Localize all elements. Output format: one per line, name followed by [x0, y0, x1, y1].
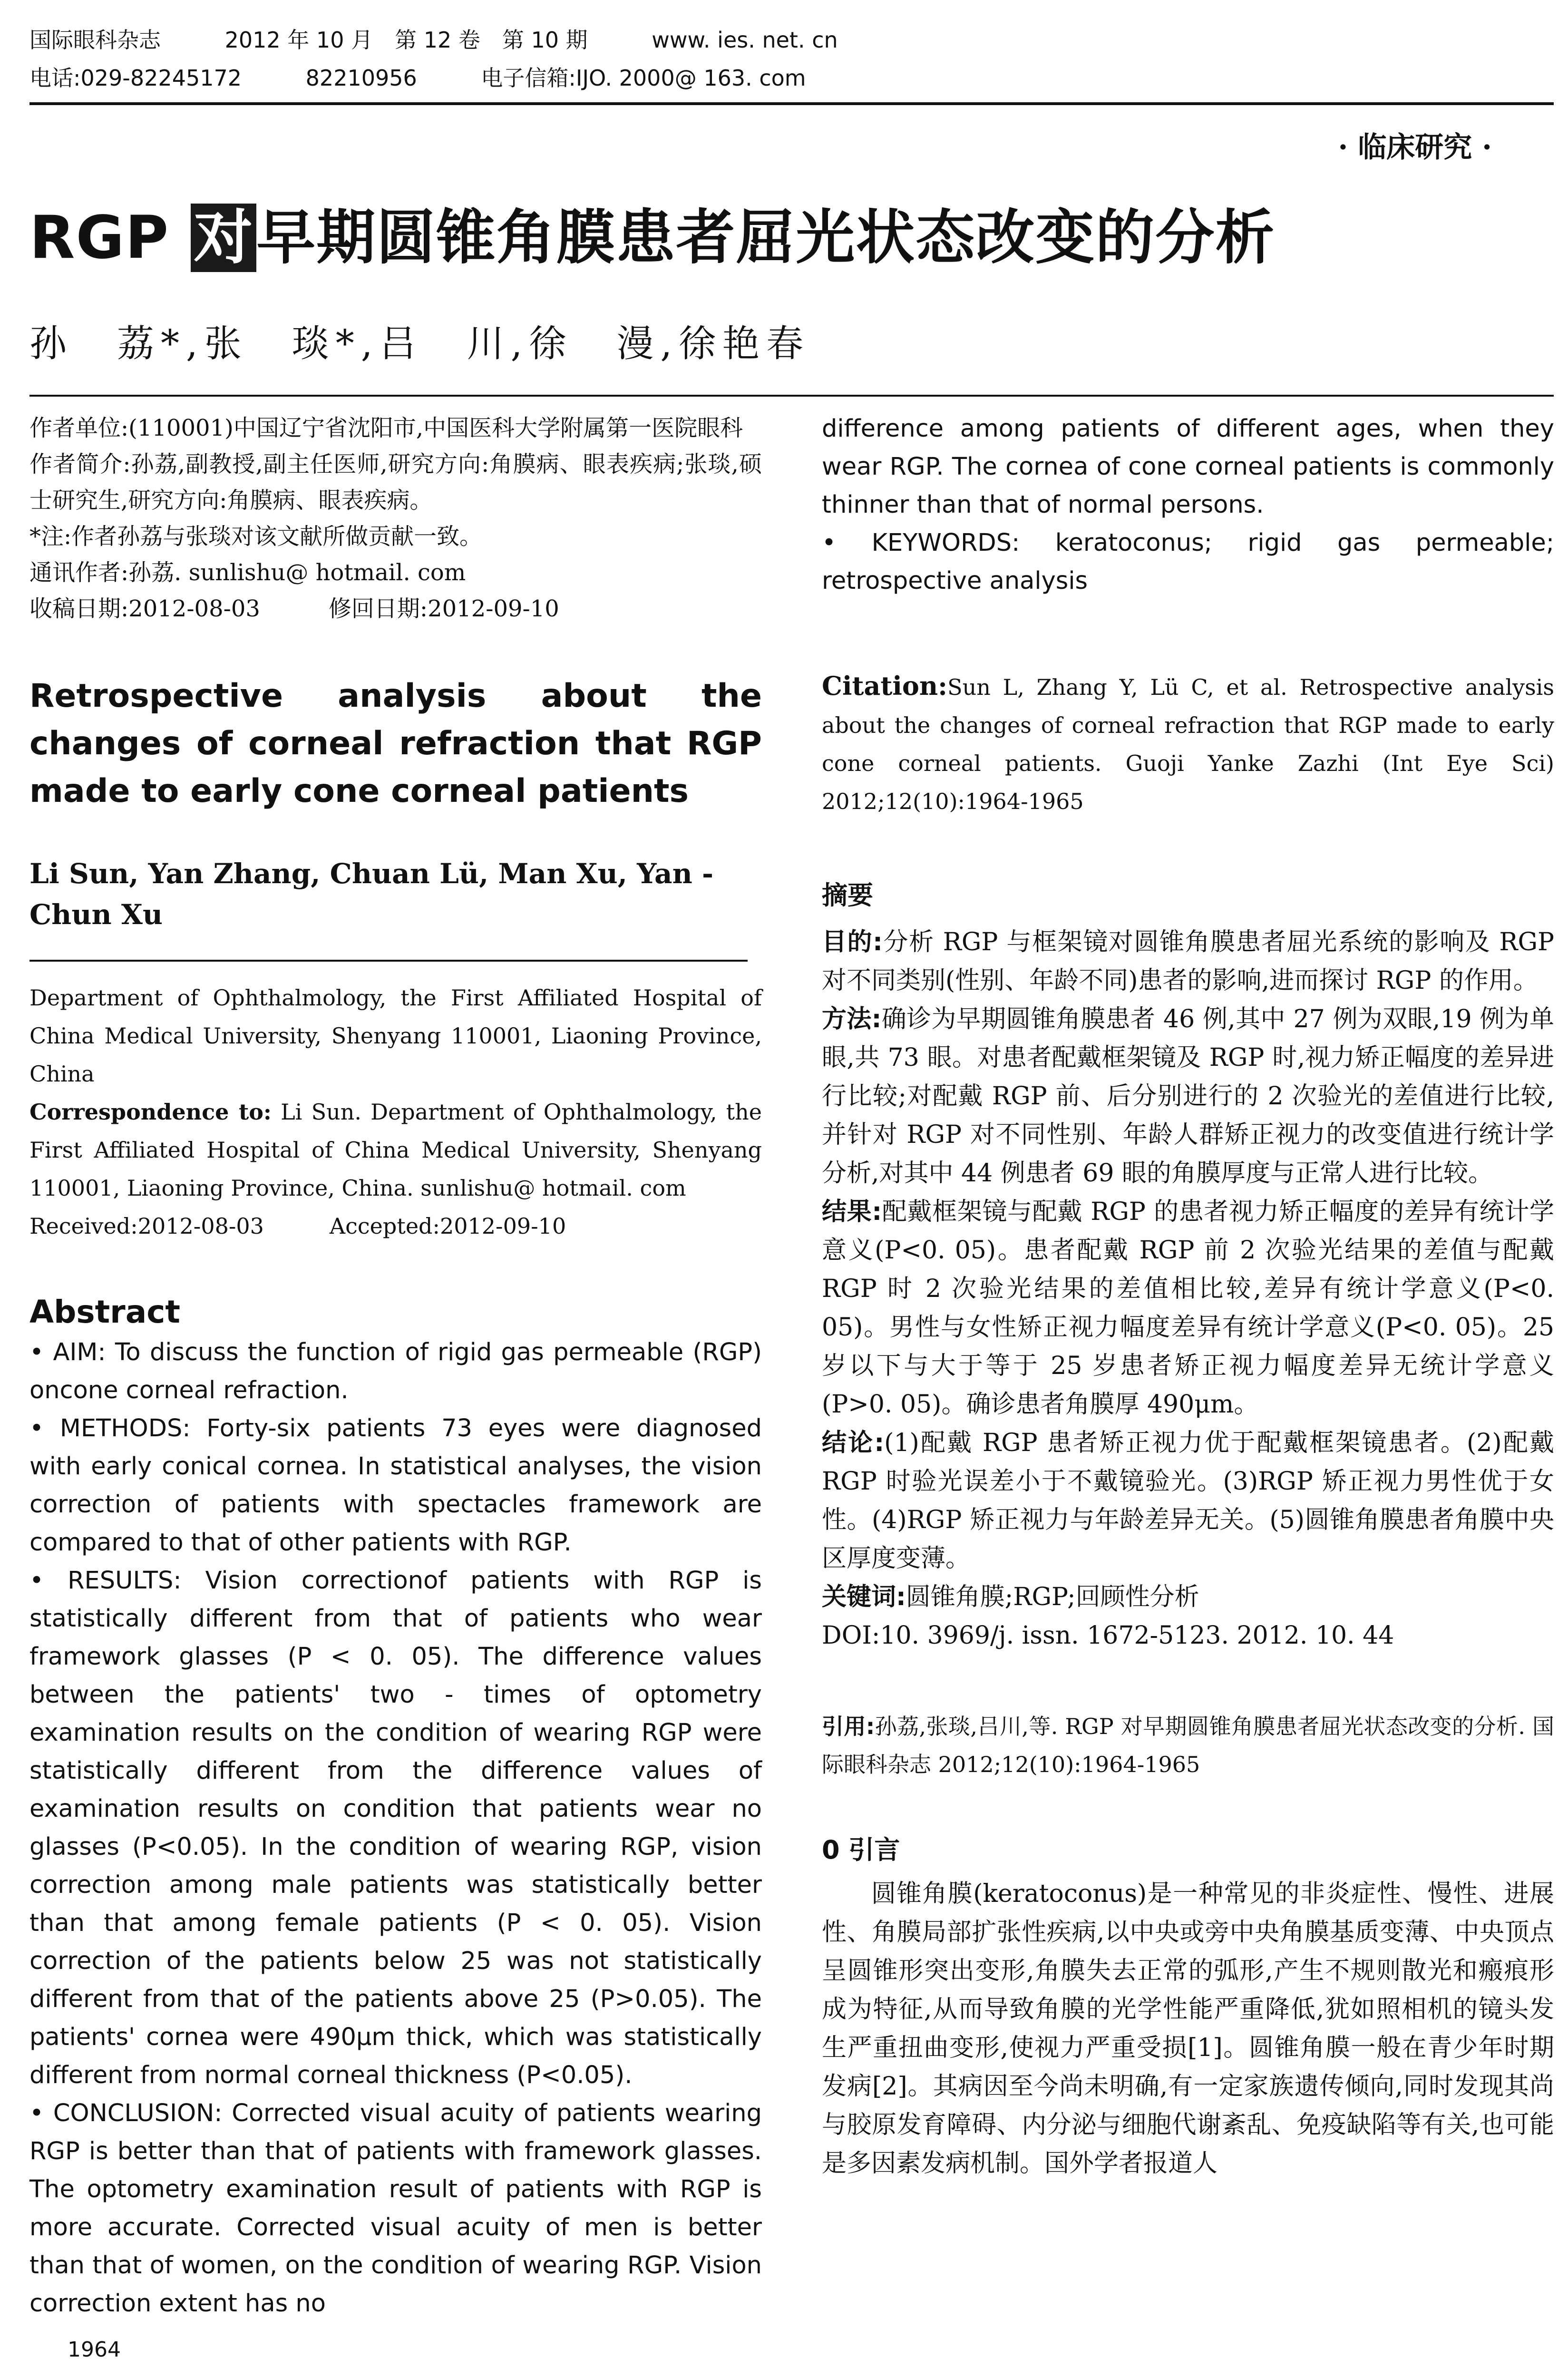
- abstract-methods: • METHODS: Forty-six patients 73 eyes were diagnosed with early conical cornea. In statistical analyses, the vision correction of patients with spectacles framework are compared to that of other patients with RGP.: [29, 1410, 762, 1562]
- author-bio: 作者简介:孙荔,副教授,副主任医师,研究方向:角膜病、眼表疾病;张琰,硕士研究生,研究方向:角膜病、眼表疾病。: [29, 451, 762, 514]
- methods-label-zh: 方法:: [822, 1005, 882, 1033]
- issue-info: 2012 年 10 月 第 12 卷 第 10 期: [224, 27, 588, 53]
- citation-label: Citation:: [822, 671, 948, 701]
- page-number: 1964: [68, 2338, 121, 2362]
- right-column: [822, 410, 1554, 2183]
- abstract-zh: [822, 923, 1554, 1655]
- author-affiliation: 作者单位:(110001)中国辽宁省沈阳市,中国医科大学附属第一医院眼科: [29, 415, 743, 441]
- intro-heading: 0 引言: [822, 1835, 900, 1865]
- title-marked-char: 对: [191, 204, 256, 272]
- department-en: Department of Ophthalmology, the First Affiliated Hospital of China Medical University, Shenyang 110001, Liaoning Province, China: [29, 985, 762, 1087]
- running-header: [29, 21, 1551, 97]
- abstract-conclusion: • CONCLUSION: Corrected visual acuity of patients wearing RGP is better than that of patients with framework glasses. The optometry examination result of patients with RGP is more accurate. Corrected visual acuity of men is better than that of women, on the condition of wearing RGP. Vision correction extent has no: [29, 2094, 762, 2323]
- keywords-text-zh: 圆锥角膜;RGP;回顾性分析: [906, 1583, 1199, 1611]
- authors-rule: [29, 395, 1554, 397]
- journal-phone: 电话:029-82245172: [29, 65, 242, 91]
- abstract-zh-aim: [822, 923, 1554, 1000]
- english-authors-rule: [29, 960, 748, 962]
- keywords-zh: [822, 1578, 1554, 1617]
- journal-email: 电子信箱:IJO. 2000@ 163. com: [481, 65, 806, 91]
- title-prefix: RGP: [29, 204, 191, 272]
- abstract-results: • RESULTS: Vision correctionof patients with RGP is statistically different from that of patients who wear framework glasses (P < 0. 05). The difference values between the patients' two - times of optometry examination results on the condition of wearing RGP were statistically different from the difference values of examination results on condition that patients wear no glasses (P<0.05). In the condition of wearing RGP, vision correction among male patients was statistically better than that among female patients (P < 0. 05). Vision correction of the patients below 25 was not statistically different from that of the patients above 25 (P>0.05). The patients' cornea were 490μm thick, which was statistically different from normal corneal thickness (P<0.05).: [29, 1562, 762, 2094]
- abstract-zh-results: [822, 1193, 1554, 1424]
- english-title: Retrospective analysis about the changes of corneal refraction that RGP made to early cone corneal patients: [29, 677, 762, 810]
- methods-text-zh: 确诊为早期圆锥角膜患者 46 例,其中 27 例为双眼,19 例为单眼,共 73 眼。对患者配戴框架镜及 RGP 时,视力矫正幅度的差异进行比较;对配戴 RGP 前、后分别进行的 2 次验光的差值进行比较,并针对 RGP 对不同性别、年龄人群矫正视力的改变值进行统计学分析,对其中 44 例患者 69 眼的角膜厚度与正常人进行比较。: [822, 1005, 1554, 1188]
- abstract-zh-methods: [822, 1000, 1554, 1193]
- title-rest: 早期圆锥角膜患者屈光状态改变的分析: [256, 204, 1276, 272]
- abstract-heading: Abstract: [29, 1294, 180, 1330]
- abstract-heading-zh: 摘要: [822, 880, 873, 910]
- received-accepted-en: Received:2012-08-03 Accepted:2012-09-10: [29, 1213, 566, 1239]
- abstract-conclusion-cont: difference among patients of different ages, when they wear RGP. The cornea of cone corneal patients is commonly thinner than that of normal persons.: [822, 415, 1554, 519]
- journal-website: www. ies. net. cn: [652, 27, 838, 53]
- article-title: [29, 200, 1275, 276]
- english-authors: Li Sun, Yan Zhang, Chuan Lü, Man Xu, Yan - Chun Xu: [29, 857, 714, 931]
- intro-paragraph: 圆锥角膜(keratoconus)是一种常见的非炎症性、慢性、进展性、角膜局部扩张性疾病,以中央或旁中央角膜基质变薄、中央顶点呈圆锥形突出变形,角膜失去正常的弧形,产生不规则散光和瘢痕形成为特征,从而导致角膜的光学性能严重降低,犹如照相机的镜头发生严重扭曲变形,使视力严重受损[1]。圆锥角膜一般在青少年时期发病[2]。其病因至今尚未明确,有一定家族遗传倾向,同时发现其尚与胶原发育障碍、内分泌与细胞代谢紊乱、免疫缺陷等有关,也可能是多因素发病机制。国外学者报道人: [822, 1880, 1554, 2178]
- keywords-label-zh: 关键词:: [822, 1583, 906, 1611]
- journal-name: 国际眼科杂志: [29, 27, 161, 53]
- citation-zh: [822, 1707, 1554, 1783]
- conclusion-label-zh: 结论:: [822, 1429, 885, 1457]
- keywords-en: • KEYWORDS: keratoconus; rigid gas permeable; retrospective analysis: [822, 524, 1554, 600]
- aim-label-zh: 目的:: [822, 928, 883, 956]
- received-dates-zh: 收稿日期:2012-08-03 修回日期:2012-09-10: [29, 595, 559, 622]
- conclusion-text-zh: (1)配戴 RGP 患者矫正视力优于配戴框架镜患者。(2)配戴 RGP 时验光误差小于不戴镜验光。(3)RGP 矫正视力男性优于女性。(4)RGP 矫正视力与年龄差异无关。(5)圆锥角膜患者角膜中央区厚度变薄。: [822, 1429, 1555, 1573]
- section-tag: · 临床研究 ·: [1338, 131, 1492, 164]
- equal-contribution-note: *注:作者孙荔与张琰对该文献所做贡献一致。: [29, 523, 483, 550]
- citation-zh-text: 孙荔,张琰,吕川,等. RGP 对早期圆锥角膜患者屈光状态改变的分析. 国际眼科杂志 2012;12(10):1964-1965: [822, 1714, 1554, 1777]
- corresponding-author: 通讯作者:孙荔. sunlishu@ hotmail. com: [29, 559, 466, 586]
- journal-phone-2: 82210956: [305, 65, 417, 91]
- aim-text-zh: 分析 RGP 与框架镜对圆锥角膜患者屈光系统的影响及 RGP 对不同类别(性别、年龄不同)患者的影响,进而探讨 RGP 的作用。: [822, 928, 1555, 995]
- results-text-zh: 配戴框架镜与配戴 RGP 的患者视力矫正幅度的差异有统计学意义(P<0. 05)。患者配戴 RGP 前 2 次验光结果的差值与配戴 RGP 时 2 次验光结果的差值相比较,差异有统计学意义(P<0. 05)。男性与女性矫正视力幅度差异有统计学意义(P<0. 05)。25 岁以下与大于等于 25 岁患者矫正视力幅度差异无统计学意义(P>0. 05)。确诊患者角膜厚 490μm。: [822, 1198, 1554, 1419]
- citation-zh-label: 引用:: [822, 1714, 875, 1739]
- citation-en: [822, 667, 1554, 820]
- authors-zh: 孙 荔*,张 琰*,吕 川,徐 漫,徐艳春: [29, 322, 810, 365]
- correspondence-en: [29, 1093, 762, 1207]
- citation-text: Sun L, Zhang Y, Lü C, et al. Retrospective analysis about the changes of corneal refraction that RGP made to early cone corneal patients. Guoji Yanke Zazhi (Int Eye Sci) 2012;12(10):1964-1965: [822, 674, 1554, 814]
- abstract-zh-conclusion: [822, 1424, 1554, 1578]
- results-label-zh: 结果:: [822, 1198, 882, 1226]
- abstract-aim: • AIM: To discuss the function of rigid gas permeable (RGP) oncone corneal refraction.: [29, 1334, 762, 1410]
- correspondence-label: Correspondence to:: [29, 1099, 272, 1125]
- correspondence-text: Li Sun. Department of Ophthalmology, the First Affiliated Hospital of China Medical University, Shenyang 110001, Liaoning Province, China. sunlishu@ hotmail. com: [29, 1099, 762, 1201]
- header-rule: [29, 102, 1554, 105]
- left-column: [29, 410, 762, 2323]
- doi: DOI:10. 3969/j. issn. 1672-5123. 2012. 10. 44: [822, 1621, 1394, 1650]
